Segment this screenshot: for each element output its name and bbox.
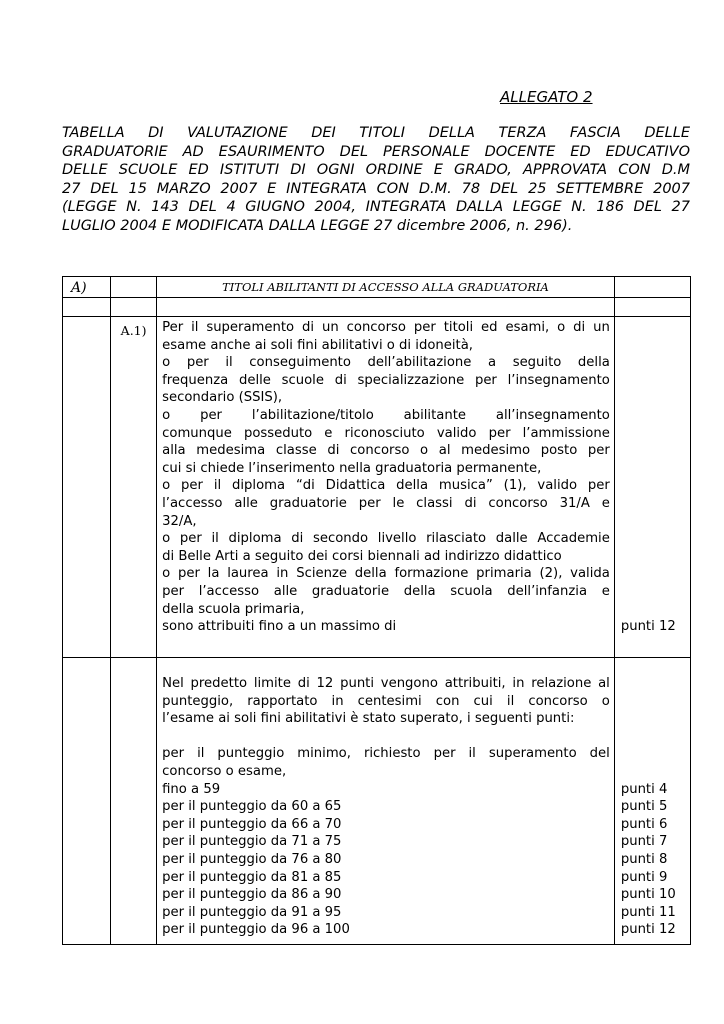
evaluation-table [62,276,691,945]
points-value: punti 12 [620,619,676,635]
points-value: punti 9 [620,869,668,885]
scale-label: per il punteggio da 66 a 70 [162,816,342,832]
description-line: o per il diploma di secondo livello rilasciato dalle Accademie [162,531,610,547]
heading-line: TABELLA DI VALUTAZIONE DEI TITOLI DELLA TERZA FASCIA DELLE [62,125,690,141]
heading-line: DELLE SCUOLE ED ISTITUTI DI OGNI ORDINE E GRADO, APPROVATA CON D.M [62,162,690,179]
description-line: concorso o esame, [162,763,287,779]
empty-cell [614,277,690,298]
description-line: cui si chiede l’inserimento nella graduatoria permanente, [162,460,542,476]
item-description [157,317,615,658]
scale-label: per il punteggio da 91 a 95 [162,904,342,920]
empty-cell [63,298,111,317]
description-line: frequenza delle scuole di specializzazione per l’insegnamento [162,372,610,388]
points-value: punti 7 [620,834,668,850]
scale-label: per il punteggio da 86 a 90 [162,887,342,903]
description-line: sono attribuiti fino a un massimo di [162,619,397,635]
description-line: l’esame ai soli fini abilitativi è stato superato, i seguenti punti: [162,711,575,727]
scale-label: per il punteggio da 71 a 75 [162,834,342,850]
scale-label: per il punteggio da 96 a 100 [162,922,350,938]
description-line: della scuola primaria, [162,601,305,617]
description-line: alla medesima classe di concorso o al medesimo posto per [162,443,610,459]
empty-cell [157,298,615,317]
empty-cell [111,298,157,317]
description-line: punteggio, rapportato in centesimi con cui il concorso o [162,693,610,709]
heading-line: 27 DEL 15 MARZO 2007 E INTEGRATA CON D.M. 78 DEL 25 SETTEMBRE 2007 [62,180,690,197]
description-line: comunque posseduto e riconosciuto valido per l’ammissione [162,425,610,441]
description-line: Nel predetto limite di 12 punti vengono attribuiti, in relazione al [162,676,610,691]
empty-cell [111,277,157,298]
points-value: punti 6 [620,816,668,832]
scale-label: per il punteggio da 76 a 80 [162,851,342,867]
section-letter: A) [63,277,111,298]
scale-label: per il punteggio da 81 a 85 [162,869,342,885]
empty-cell [111,658,157,945]
spacer-row [63,298,691,317]
points-value: punti 10 [620,887,676,903]
description-line: per il punteggio minimo, richiesto per il superamento del [162,746,610,762]
description-line: per l’accesso alle graduatorie della scuola dell’infanzia e [162,583,610,599]
points-cell [614,317,690,658]
empty-cell [614,298,690,317]
heading-line: GRADUATORIE AD ESAURIMENTO DEL PERSONALE DOCENTE ED EDUCATIVO [62,143,690,160]
description-line: secondario (SSIS), [162,390,283,406]
document-heading [62,124,690,236]
annex-label: ALLEGATO 2 [500,88,593,106]
points-value: punti 8 [620,851,668,867]
points-value: punti 4 [620,781,668,797]
heading-line: (LEGGE N. 143 DEL 4 GIUGNO 2004, INTEGRATA DALLA LEGGE N. 186 DEL 27 [62,199,690,216]
description-line: Per il superamento di un concorso per titoli ed esami, o di un [162,320,610,335]
table-row [63,658,691,945]
empty-cell [63,317,111,658]
points-value: punti 5 [620,799,668,815]
section-title: TITOLI ABILITANTI DI ACCESSO ALLA GRADUATORIA [157,277,615,298]
empty-cell [63,658,111,945]
section-header-row [63,277,691,298]
description-line: o per la laurea in Scienze della formazione primaria (2), valida [162,566,610,582]
points-value: punti 11 [620,904,676,920]
description-line: o per l’abilitazione/titolo abilitante all’insegnamento [162,407,610,423]
description-line: esame anche ai soli fini abilitativi o di idoneità, [162,337,473,353]
scale-label: fino a 59 [162,781,221,797]
description-line: di Belle Arti a seguito dei corsi biennali ad indirizzo didattico [162,548,562,564]
heading-line: LUGLIO 2004 E MODIFICATA DALLA LEGGE 27 dicembre 2006, n. 296). [62,217,573,234]
scale-label: per il punteggio da 60 a 65 [162,799,342,815]
description-line: o per il conseguimento dell’abilitazione a seguito della [162,355,610,371]
table-row [63,317,691,658]
scale-description [157,658,615,945]
scale-points [614,658,690,945]
description-line: l’accesso alle graduatorie per le classi di concorso 31/A e [162,495,610,511]
points-value: punti 12 [620,922,676,938]
description-line: o per il diploma “di Didattica della musica” (1), valido per [162,478,610,494]
description-line: 32/A, [162,513,197,529]
item-code: A.1) [111,317,157,658]
